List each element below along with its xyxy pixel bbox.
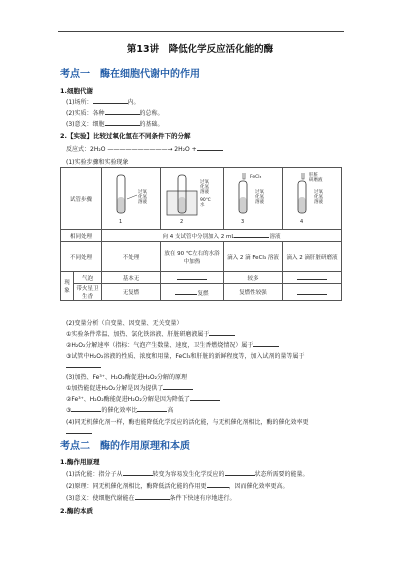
bubble-3: 较多 [224,272,283,284]
c4-blank [66,427,92,436]
svg-text:化氢: 化氢 [200,184,209,190]
enzyme-essence-heading: 2.酶的本质 [60,507,93,515]
cm-meaning-line: (3)意义：细胞 的基础。 [66,121,164,128]
a3-line: (3)意义：使细胞代谢能在 条件下快速有序地进行。 [66,495,236,502]
a1-line: (1)活化能：指分子从 转变为容易发生化学反应的 状态所需要的能量。 [66,471,309,478]
diff-label: 不同处理 [61,242,102,272]
test-tube-3-icon [225,171,281,227]
var1-line: ①实验条件常温、加热、氯化铁溶液、肝脏研磨液属于 [66,329,235,338]
svg-text:过氧: 过氧 [138,189,147,195]
svg-text:FeCl₃: FeCl₃ [250,174,262,180]
flame-4 [283,284,342,301]
svg-text:2: 2 [180,218,184,225]
same-treatment: 向 4 支试管中分别加入 2 mL 溶液 [102,230,342,242]
test-tube-1-icon [103,171,159,227]
c3-2-line: ②Fe³⁺、H₂O₂酶能促进H₂O₂分解是因为降低了 [66,394,220,403]
phenomenon-label: 现 象 [61,272,74,301]
tube-2-cell [161,168,224,230]
c4-line: (4)同无机催化剂一样，酶也能降低化学反应的活化能，与无机催化剂相比，酶的催化效率更 [66,419,309,426]
var3-blank [66,361,101,370]
flame-label: 带火星卫生香 [74,284,102,301]
svg-text:溶液: 溶液 [200,189,209,195]
flame-3: 复燃性较强 [224,284,283,301]
bubble-label: 气泡 [74,272,102,284]
tube-1-cell [102,168,161,230]
cell-metabolism-heading: 1.细胞代谢 [60,87,93,95]
bubble-4 [283,272,342,284]
svg-text:溶液: 溶液 [255,199,264,205]
step-label: 试管步骤 [61,168,102,230]
svg-text:水: 水 [200,202,205,208]
svg-text:过氧: 过氧 [314,189,323,195]
experiment-heading: 2.【实验】比较过氧化氢在不同条件下的分解 [60,132,191,140]
svg-text:化氢: 化氢 [138,194,147,200]
diff-4: 滴入 2 滴肝脏研磨液 [283,242,342,272]
diff-3: 滴入 2 滴 FeCl₃ 溶液 [224,242,283,272]
svg-text:3: 3 [241,218,245,225]
experiment-table [60,167,342,301]
variables-line: (2)变量分析（自变量、因变量、无关变量） [66,320,183,327]
header-rule [58,31,344,32]
svg-text:过氧: 过氧 [200,179,209,185]
diff-1: 不处理 [102,242,161,272]
tube-3-cell [224,168,283,230]
reaction-line: 反应式：2H₂O ——————————→ 2H₂O + [66,144,223,153]
svg-text:4: 4 [300,218,304,225]
bubble-1: 基本无 [102,272,161,284]
section-heading-1: 考点一 酶在细胞代谢中的作用 [60,69,200,80]
test-tube-2-icon [162,171,222,227]
var3-line: ③试管中H₂O₂溶液的性质、浓度和用量，FeCl₃和肝脏的新鲜程度等，加入试剂的量等属于 [66,353,305,360]
page-title: 第13讲 降低化学反应活化能的酶 [126,44,274,55]
principle-heading: 1.酶作用原理 [60,458,100,466]
var2-line: ②H₂O₂分解速率（指标：气泡产生数量、速度，卫生香燃烧情况）属于 [66,340,279,349]
flame-1: 无复燃 [102,284,161,301]
svg-text:研磨液: 研磨液 [309,177,323,183]
diff-2: 放在 90 ℃左右的水浴中加热 [161,242,224,272]
svg-text:溶液: 溶液 [314,199,323,205]
cm-essence-line: (2)实质：各种 的总称。 [66,110,164,117]
cm-place-line: (1)场所： 内。 [66,99,140,106]
bubble-2 [161,272,224,284]
c3-3-line: ③ 的催化效率比 高 [66,407,174,414]
c3-1-line: ①加热能促进H₂O₂分解是因为提供了 [66,383,193,392]
c3-line: (3)加热、Fe³⁺、H₂O₂酶促进H₂O₂分解的原理 [66,374,187,381]
svg-text:90℃: 90℃ [200,197,211,203]
section-heading-2: 考点二 酶的作用原理和本质 [60,441,190,452]
same-label: 相同处理 [61,230,102,242]
a2-line: (2)原理：同无机催化剂相比，酶降低活化能的作用更 ，因而催化效率更高。 [66,483,289,490]
svg-text:1: 1 [119,218,123,225]
svg-text:肝脏: 肝脏 [309,172,318,178]
svg-text:过氧: 过氧 [255,189,264,195]
svg-text:化氢: 化氢 [255,194,264,200]
svg-text:溶液: 溶液 [138,199,147,205]
procedure-line: (1)实验步骤和实验现象 [66,159,129,166]
flame-2: 复燃 [161,284,224,301]
tube-4-cell [283,168,342,230]
svg-text:化氢: 化氢 [314,194,323,200]
test-tube-4-icon [284,171,340,227]
